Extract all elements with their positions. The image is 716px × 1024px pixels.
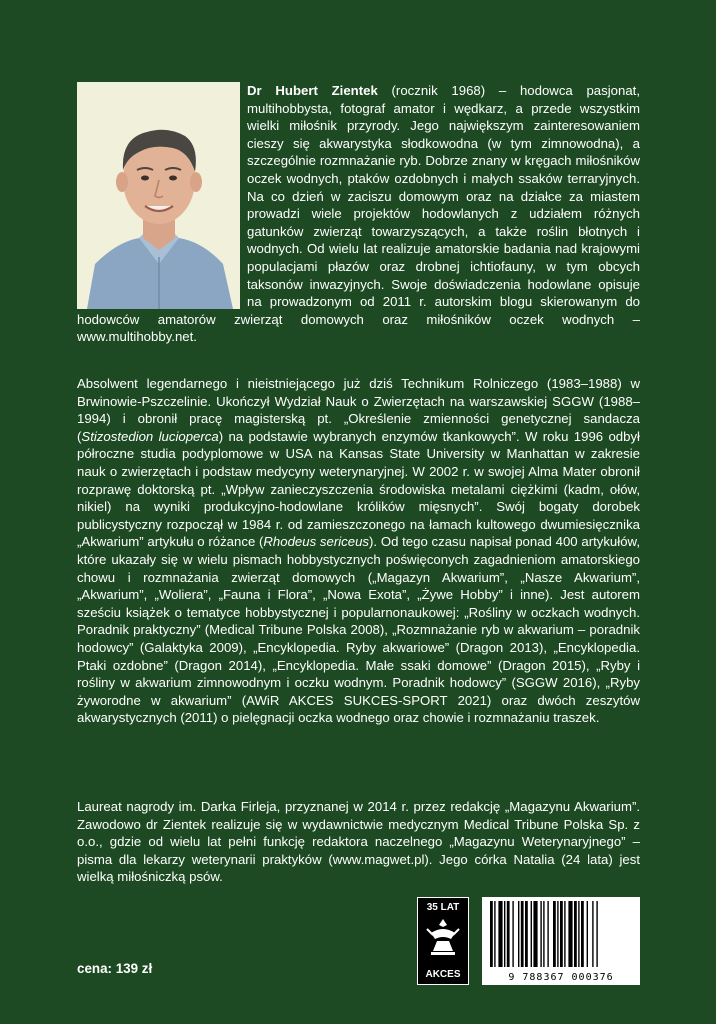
author-bio (77, 82, 640, 346)
barcode-bar (540, 901, 541, 967)
barcode-digits: 9 788367 000376 (508, 972, 614, 983)
barcode-bar (592, 901, 593, 967)
barcode-bar (504, 901, 505, 967)
author-name: Dr Hubert Zientek (247, 83, 378, 98)
barcode-bar (553, 901, 556, 967)
isbn-barcode (482, 897, 640, 985)
barcode-bar (531, 901, 532, 967)
barcode-bar (574, 901, 577, 967)
publisher-logo (417, 897, 469, 985)
barcode-bar (596, 901, 597, 967)
barcode-bar (560, 901, 563, 967)
barcode-bar (512, 901, 513, 967)
barcode-bar (533, 901, 537, 967)
logo-anniversary-text: 35 LAT (426, 902, 460, 913)
photo-spacer (77, 82, 247, 309)
career-text-3: ). Od tego czasu napisał ponad 400 artykułów, które ukazały się w wielu pismach hobbystycznych poświęconych zagadnieniom amatorskiego chowu i rozmnażania zwierząt domowych („Magazyn Akwarium”, „Nasze Akwarium”, „Akwarium”, „Woliera”, „Fauna i Flora”, „Nowa Exota”, „Żywe Hobby” i inne). Jest autorem sześciu książek o tematyce hobbystycznej i popularnonaukowej: „Rośliny w oczkach wodnych. Poradnik praktyczny” (Medical Tribune Polska 2008), „Rozmnażanie ryb w akwarium – poradnik hodowcy” (Galaktyka 2009), „Encyklopedia. Ryby akwariowe” (Dragon 2013), „Encyklopedia. Ptaki ozdobne” (Dragon 2014), „Encyklopedia. Małe ssaki domowe” (Dragon 2015), „Ryby i rośliny w akwarium zimnowodnym i oczku wodnym. Poradnik hodowcy” (SGGW 2016), „Ryby żyworodne w akwarium” (AWiR AKCES SUKCES-SPORT 2021) oraz dwóch zeszytów akwarystycznych (2011) o pielęgnacji oczka wodnego oraz chowie i rozmnażaniu traszek. (77, 534, 640, 726)
species-name-bitterling: Rhodeus sericeus (263, 534, 370, 550)
barcode-bar (543, 901, 544, 967)
career-text-1: Absolwent legendarnego i nieistniejącego już dziś Technikum Rolniczego (1983–1988) w Brwinowie-Pszczelinie. Ukończył Wydział Nauk o Zwierzętach na warszawskiej SGGW (1988–1994) i obronił pracę magisterską pt. „Określenie zmienności genetycznej sandacza ( (77, 376, 640, 444)
barcode-bars (482, 901, 640, 971)
barcode-bar (581, 901, 584, 967)
barcode-bar (578, 901, 579, 967)
barcode-bar (521, 901, 524, 967)
barcode-bar (490, 901, 493, 967)
logo-publisher-name: AKCES (425, 969, 461, 980)
author-intro: (rocznik 1968) – hodowca pasjonat, multihobbysta, fotograf amator i wędkarz, a przede wszystkim wielki miłośnik przyrody. Jego największym zainteresowaniem cieszy się akwarystyka słodkowodna (w tym zimnowodna), a szczególnie rozmnażanie ryb. Dobrze znany w kręgach miłośników oczek wodnych, ptaków ozdobnych i małych ssaków terraryjnych. Na co dzień w zaciszu domowym oraz na działce za miastem prowadzi wiele projektów hodowlanych z udziałem różnych gatunków zwierząt towarzyszących, a także roślin błotnych i wodnych. Od wielu lat realizuje amatorskie badania nad krajowymi populacjami płazów oraz drobnej ichtiofauny, w tym obcych taksonów inwazyjnych. Swoje doświadczenia hodowlane opisuje na prowadzonym od 2011 r. autorskim blogu skierowanym do hodowców amatorów zwierząt domowych oraz miłośników oczek wodnych – www.multihobby.net. (77, 83, 640, 345)
barcode-bar (557, 901, 558, 967)
barcode-bar (587, 901, 588, 967)
species-name-zander: Stizostedion lucioperca (81, 428, 219, 444)
barcode-bar (525, 901, 528, 967)
barcode-bar (568, 901, 572, 967)
barcode-bar (498, 901, 502, 967)
career-paragraph (77, 375, 640, 727)
barcode-bar (494, 901, 495, 967)
chess-figure-icon (423, 915, 463, 957)
awards-paragraph: Laureat nagrody im. Darka Firleja, przyznanej w 2014 r. przez redakcję „Magazynu Akwarium”. Zawodowo dr Zientek realizuje się w wydawnictwie medycznym Medical Tribune Polska Sp. z o.o., gdzie od wielu lat pełni funkcję redaktora naczelnego „Magazynu Weterynaryjnego” – pisma dla lekarzy weterynarii praktyków (www.magwet.pl). Jego córka Natalia (24 lata) jest wielką miłośniczką psów. (77, 799, 640, 885)
career-text-2: ) na podstawie wybranych enzymów tkankowych”. W roku 1996 odbył półroczne studia podyplomowe w USA na Kansas State University w Manhattan w zakresie nauk o zwierzętach i podstaw medycyny weterynaryjnej. W 2002 r. w swojej Alma Mater obronił rozprawę doktorską pt. „Wpływ zanieczyszczenia środowiska metalami ciężkimi (kadm, ołów, nikiel) na wyniki produkcyjno-hodowlane królików mięsnych”. Swój bogaty dorobek publicystyczny rozpoczął w 1984 r. od zamieszczonego na łamach kultowego dwumiesięcznika „Akwarium” artykułu o różance ( (77, 428, 640, 550)
barcode-bar (547, 901, 548, 967)
barcode-bar (507, 901, 510, 967)
barcode-bar (518, 901, 519, 967)
barcode-bar (564, 901, 565, 967)
price-label: cena: 139 zł (77, 961, 153, 976)
